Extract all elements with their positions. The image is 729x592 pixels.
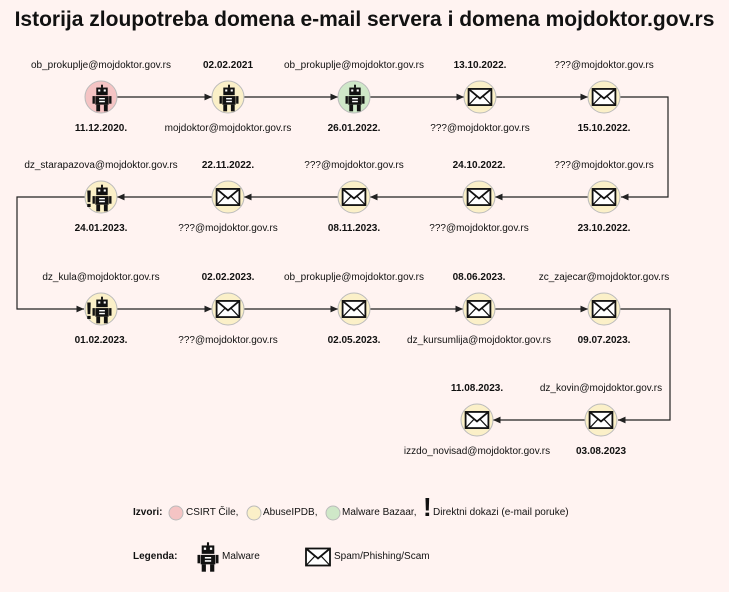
node-n12-top-label: 02.02.2023. [201, 272, 255, 283]
node-n7-bottom-label: ???@mojdoktor.gov.rs [429, 223, 529, 234]
node-n6-envelope-icon [588, 181, 620, 213]
node-n7-envelope-icon [463, 181, 495, 213]
node-n2-bottom-label: mojdoktor@mojdoktor.gov.rs [164, 123, 292, 134]
node-n9-top-label: 22.11.2022. [201, 160, 255, 171]
legend-evidence-label: Direktni dokazi (e-mail poruke) [433, 507, 569, 518]
node-n14-envelope-icon [463, 293, 495, 325]
node-n8-bottom-label: 08.11.2023. [327, 223, 381, 234]
node-n5-envelope-icon [588, 81, 620, 113]
legend-envelope-icon [306, 549, 330, 566]
svg-text:!: ! [85, 186, 93, 213]
legend-abuseipdb-swatch [247, 506, 261, 520]
legend-malware-bazaar-swatch [326, 506, 340, 520]
node-n15-top-label: zc_zajecar@mojdoktor.gov.rs [538, 272, 670, 283]
node-n1-top-label: ob_prokuplje@mojdoktor.gov.rs [30, 60, 172, 71]
node-n14-bottom-label: dz_kursumlija@mojdoktor.gov.rs [407, 335, 551, 346]
node-n1-bottom-label: 11.12.2020. [74, 123, 128, 134]
node-n2-top-label: 02.02.2021 [202, 60, 254, 71]
node-n13-top-label: ob_prokuplje@mojdoktor.gov.rs [283, 272, 425, 283]
legend-abuseipdb-label: AbuseIPDB, [263, 507, 318, 518]
node-n4-bottom-label: ???@mojdoktor.gov.rs [430, 123, 530, 134]
svg-text:!: ! [85, 298, 93, 325]
node-n12-envelope-icon [212, 293, 244, 325]
legend-sources-label: Izvori: [133, 507, 163, 518]
legend-csirt-label: CSIRT Čile, [186, 507, 239, 518]
node-n8-top-label: ???@mojdoktor.gov.rs [304, 160, 404, 171]
node-n1-robot-icon [85, 81, 117, 113]
node-n5-top-label: ???@mojdoktor.gov.rs [554, 60, 654, 71]
node-n6-top-label: ???@mojdoktor.gov.rs [554, 160, 654, 171]
node-n9-bottom-label: ???@mojdoktor.gov.rs [178, 223, 278, 234]
legend-csirt-swatch [169, 506, 183, 520]
node-n5-bottom-label: 15.10.2022. [577, 123, 631, 134]
node-n6-bottom-label: 23.10.2022. [577, 223, 631, 234]
node-n11-robot-icon [85, 293, 117, 325]
node-n13-bottom-label: 02.05.2023. [327, 335, 381, 346]
legend-robot-icon [198, 542, 219, 571]
legend-spam-label: Spam/Phishing/Scam [334, 551, 430, 562]
node-n10-top-label: dz_starapazova@mojdoktor.gov.rs [24, 160, 178, 171]
node-n4-top-label: 13.10.2022. [453, 60, 507, 71]
node-n11-top-label: dz_kula@mojdoktor.gov.rs [42, 272, 160, 283]
node-n16-bottom-label: 03.08.2023 [575, 446, 627, 457]
node-n3-bottom-label: 26.01.2022. [327, 123, 381, 134]
node-n3-robot-icon [338, 81, 370, 113]
connector-n15-n16 [618, 309, 670, 420]
connector-n10-n11 [17, 197, 85, 309]
node-n12-bottom-label: ???@mojdoktor.gov.rs [178, 335, 278, 346]
node-n3-top-label: ob_prokuplje@mojdoktor.gov.rs [283, 60, 425, 71]
node-n17-top-label: 11.08.2023. [450, 383, 504, 394]
legend-malware-label: Malware [222, 551, 260, 562]
node-n11-bottom-label: 01.02.2023. [74, 335, 128, 346]
node-n16-envelope-icon [585, 404, 617, 436]
node-n15-bottom-label: 09.07.2023. [577, 335, 631, 346]
node-n13-envelope-icon [338, 293, 370, 325]
node-n8-envelope-icon [338, 181, 370, 213]
node-n2-robot-icon [212, 81, 244, 113]
node-n10-robot-icon [85, 181, 117, 213]
node-n17-bottom-label: izzdo_novisad@mojdoktor.gov.rs [403, 446, 551, 457]
node-n15-envelope-icon [588, 293, 620, 325]
node-n16-top-label: dz_kovin@mojdoktor.gov.rs [539, 383, 663, 394]
legend-evidence-mark: ! [423, 492, 432, 522]
node-n7-top-label: 24.10.2022. [452, 160, 506, 171]
timeline-connectors [17, 97, 670, 420]
node-n10-bottom-label: 24.01.2023. [74, 223, 128, 234]
legend-title: Legenda: [133, 551, 178, 562]
page-title: Istorija zloupotreba domena e-mail servera i domena mojdoktor.gov.rs [14, 8, 715, 31]
connector-n5-n6 [620, 97, 668, 197]
node-n14-top-label: 08.06.2023. [452, 272, 506, 283]
legend-malware-bazaar-label: Malware Bazaar, [342, 507, 417, 518]
node-n4-envelope-icon [464, 81, 496, 113]
node-n9-envelope-icon [212, 181, 244, 213]
node-n17-envelope-icon [461, 404, 493, 436]
